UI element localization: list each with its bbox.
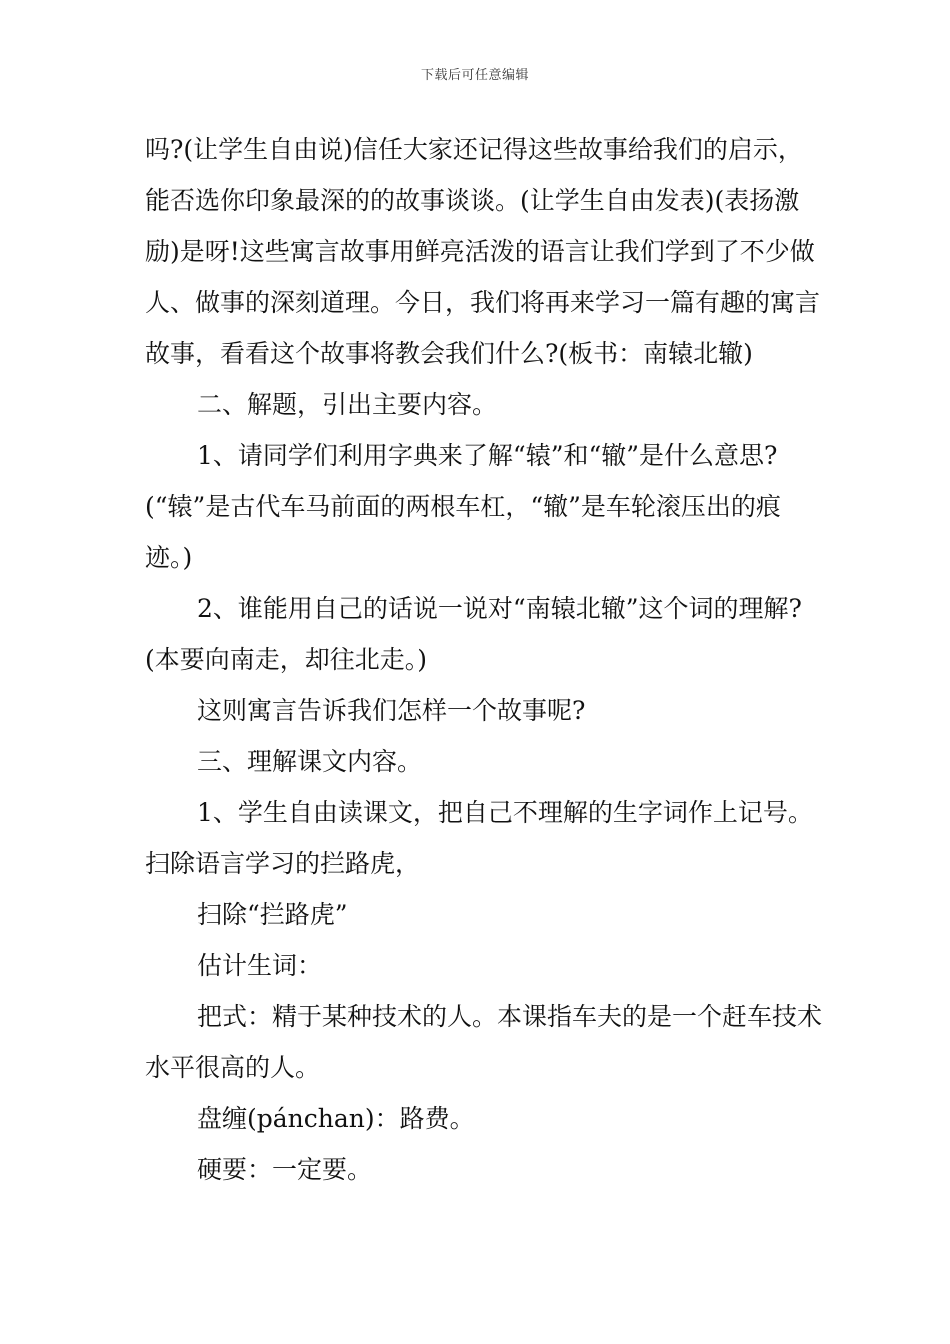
section-heading-3: 三、理解课文内容。	[197, 747, 423, 776]
paragraph-step-1: 1、学生自由读课文，把自己不理解的生字词作上记号。扫除语言学习的拦路虎，	[145, 798, 813, 878]
paragraph-question: 这则寓言告诉我们怎样一个故事呢?	[197, 696, 586, 725]
paragraph-item-1: 1、请同学们利用字典来了解“辕”和“辙”是什么意思?(“辕”是古代车马前面的两根车杠，“辙”是车轮滚压出的痕迹。)	[145, 441, 781, 572]
section-heading-2: 二、解题，引出主要内容。	[197, 390, 498, 419]
page-header: 下载后可任意编辑	[420, 68, 529, 83]
paragraph-subheading: 扫除“拦路虎”	[197, 900, 348, 929]
vocab-entry-bashi: 把式：精于某种技术的人。本课指车夫的是一个赶车技术水平很高的人。	[145, 1002, 823, 1082]
vocab-entry-panchan: 盘缠(pánchan)：路费。	[197, 1104, 475, 1133]
paragraph-intro: 吗?(让学生自由说)信任大家还记得这些故事给我们的启示，能否选你印象最深的的故事谈谈。(让学生自由发表)(表扬激励)是呀!这些寓言故事用鲜亮活泼的语言让我们学到了不少做人、做事的深刻道理。今日，我们将再来学习一篇有趣的寓言故事，看看这个故事将教会我们什么?(板书：南辕北辙)	[145, 135, 821, 368]
vocab-entry-yingyao: 硬要：一定要。	[197, 1155, 373, 1184]
paragraph-vocab-label: 估计生词：	[197, 951, 323, 980]
paragraph-item-2: 2、谁能用自己的话说一说对“南辕北辙”这个词的理解?(本要向南走，却往北走。)	[145, 594, 802, 674]
document-body	[145, 124, 825, 1195]
